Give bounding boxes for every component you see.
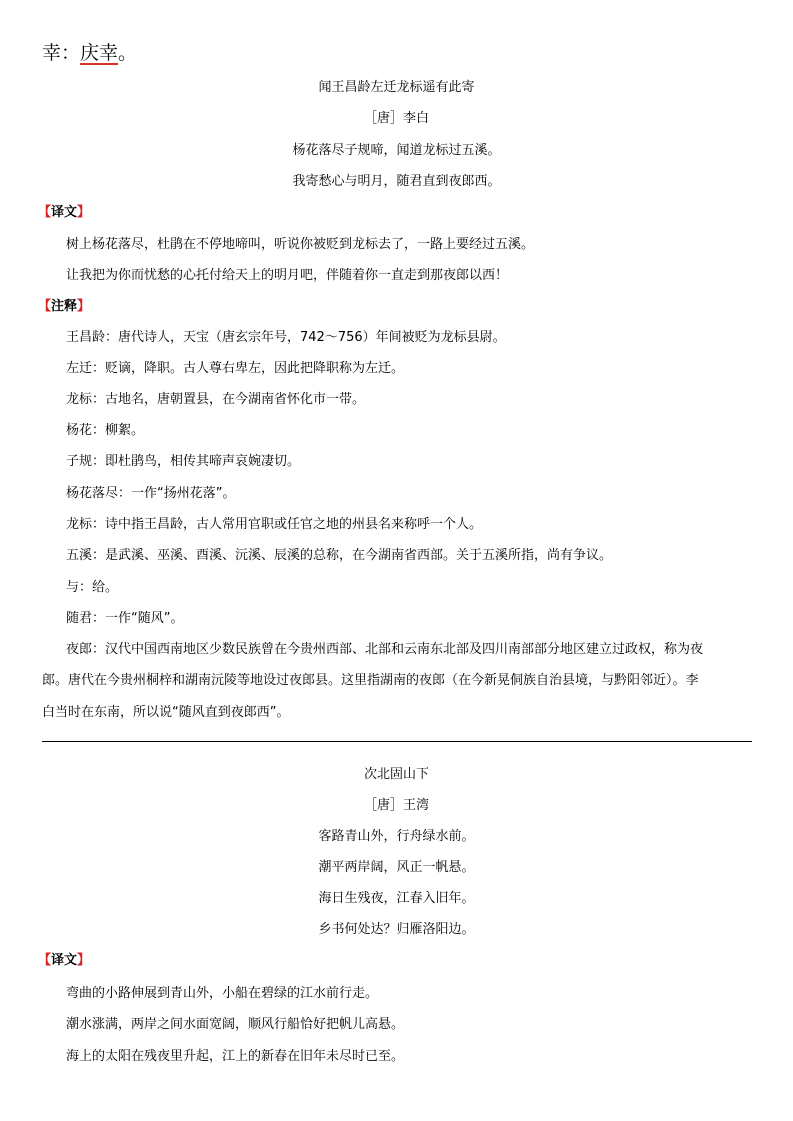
note-item: 龙标：诗中指王昌龄，古人常用官职或任官之地的州县名来称呼一个人。 <box>66 517 483 532</box>
poem2-line-4: 乡书何处达？归雁洛阳边。 <box>318 922 475 937</box>
note-item: 杨花：柳絮。 <box>66 423 145 438</box>
vocab-meaning: 庆幸 <box>80 42 119 64</box>
note-item-yelang-1: 夜郎：汉代中国西南地区少数民族曾在今贵州西部、北部和云南东北部及四川南部部分地区建立过政权，称为夜 <box>66 642 704 657</box>
section-divider <box>42 741 752 742</box>
poem1-line-2: 我寄愁心与明月，随君直到夜郎西。 <box>292 174 501 189</box>
vocab-line <box>42 40 137 66</box>
poem2-title: 次北固山下 <box>363 767 429 782</box>
poem2-translation-heading: 【译文】 <box>38 953 91 968</box>
poem2-translation-1: 弯曲的小路伸展到青山外，小船在碧绿的江水前行走。 <box>66 986 379 1001</box>
poem2-translation-3: 海上的太阳在残夜里升起，江上的新春在旧年未尽时已至。 <box>66 1049 405 1064</box>
poem2-author: ［唐］王湾 <box>363 798 429 813</box>
vocab-end: 。 <box>118 42 138 64</box>
poem2-line-3: 海日生残夜，江春入旧年。 <box>318 891 475 906</box>
note-item: 子规：即杜鹃鸟，相传其啼声哀婉凄切。 <box>66 454 301 469</box>
vocab-term: 幸： <box>42 42 81 64</box>
note-item: 龙标：古地名，唐朝置县，在今湖南省怀化市一带。 <box>66 392 366 407</box>
note-item: 左迁：贬谪，降职。古人尊右卑左，因此把降职称为左迁。 <box>66 361 405 376</box>
poem2-translation-2: 潮水涨满，两岸之间水面宽阔，顺风行船恰好把帆儿高悬。 <box>66 1017 405 1032</box>
poem2-line-2: 潮平两岸阔，风正一帆悬。 <box>318 860 475 875</box>
poem1-translation-heading: 【译文】 <box>38 205 91 220</box>
poem1-line-1: 杨花落尽子规啼，闻道龙标过五溪。 <box>292 143 501 158</box>
poem1-author: ［唐］李白 <box>363 111 429 126</box>
poem1-translation-1: 树上杨花落尽，杜鹃在不停地啼叫，听说你被贬到龙标去了，一路上要经过五溪。 <box>66 237 535 252</box>
note-item: 随君：一作“随风”。 <box>66 611 184 626</box>
note-item: 杨花落尽：一作“扬州花落”。 <box>66 486 236 501</box>
poem1-notes-heading: 【注释】 <box>38 299 91 314</box>
poem1-translation-2: 让我把为你而忧愁的心托付给天上的明月吧，伴随着你一直走到那夜郎以西！ <box>66 268 509 283</box>
note-item: 与：给。 <box>66 580 119 595</box>
note-item: 王昌龄：唐代诗人，天宝（唐玄宗年号，742～756）年间被贬为龙标县尉。 <box>66 330 506 345</box>
poem1-title: 闻王昌龄左迁龙标遥有此寄 <box>318 80 475 95</box>
note-item-yelang-2: 郎。唐代在今贵州桐梓和湖南沅陵等地设过夜郎县。这里指湖南的夜郎（在今新晃侗族自治县境，与黔阳邻近）。李 <box>42 673 699 688</box>
note-item: 五溪：是武溪、巫溪、酉溪、沅溪、辰溪的总称，在今湖南省西部。关于五溪所指，尚有争议。 <box>66 548 613 563</box>
poem2-line-1: 客路青山外，行舟绿水前。 <box>318 829 475 844</box>
note-item-yelang-3: 白当时在东南，所以说“随风直到夜郎西”。 <box>42 705 290 720</box>
